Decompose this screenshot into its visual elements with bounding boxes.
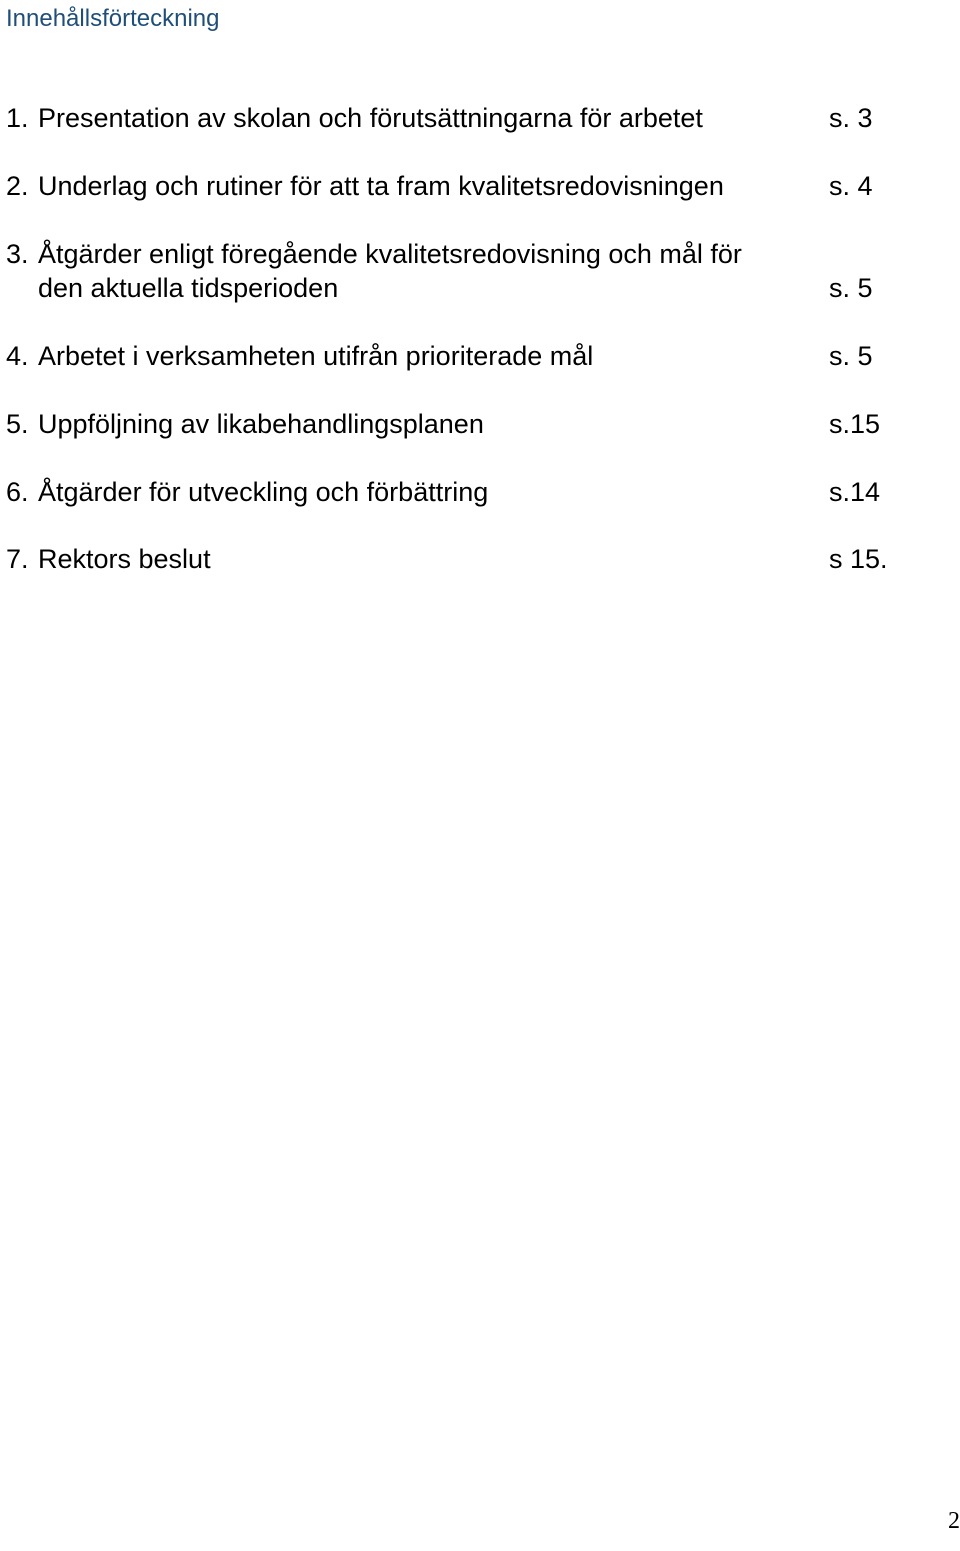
- toc-entry-number: 7.: [6, 544, 29, 574]
- toc-entry-title-line: Underlag och rutiner för att ta fram kvalitetsredovisningen: [38, 171, 724, 201]
- toc-entry-title: [38, 237, 828, 305]
- toc-entry-page: s. 4: [829, 171, 873, 201]
- toc-entry-title-line: Uppföljning av likabehandlingsplanen: [38, 409, 484, 439]
- page-number: 2: [948, 1508, 960, 1534]
- toc-entry-page: s. 5: [829, 341, 873, 371]
- toc-entry-title-line: Arbetet i verksamheten utifrån prioriterade mål: [38, 341, 594, 371]
- toc-entry-title: [38, 101, 828, 135]
- toc-entry-page: s.14: [829, 477, 881, 507]
- toc-entry-title-line: Rektors beslut: [38, 544, 211, 574]
- toc-entry-number: 1.: [6, 103, 29, 133]
- toc-entry-page: s 15.: [829, 544, 888, 574]
- toc-entry-number: 3.: [6, 239, 29, 269]
- toc-entry-number: 5.: [6, 409, 29, 439]
- toc-entry-page: s.15: [829, 409, 881, 439]
- toc-entry-title: [38, 339, 828, 373]
- toc-entry-number: 6.: [6, 477, 29, 507]
- toc-entry-title-line: Presentation av skolan och förutsättningarna för arbetet: [38, 103, 703, 133]
- toc-entry-title: [38, 542, 828, 576]
- toc-entry-page: s. 3: [829, 103, 873, 133]
- toc-heading: Innehållsförteckning: [6, 5, 220, 32]
- toc-entry-title-line: Åtgärder för utveckling och förbättring: [38, 477, 489, 507]
- toc-entry-title: [38, 169, 828, 203]
- toc-entry-title: [38, 407, 828, 441]
- toc-entry-page: s. 5: [829, 273, 873, 303]
- toc-entry-title-line: den aktuella tidsperioden: [38, 273, 339, 303]
- toc-entry-title-line: Åtgärder enligt föregående kvalitetsredovisning och mål för: [38, 239, 742, 269]
- toc-entry-title: [38, 475, 828, 509]
- toc-entry-number: 2.: [6, 171, 29, 201]
- toc-entry-number: 4.: [6, 341, 29, 371]
